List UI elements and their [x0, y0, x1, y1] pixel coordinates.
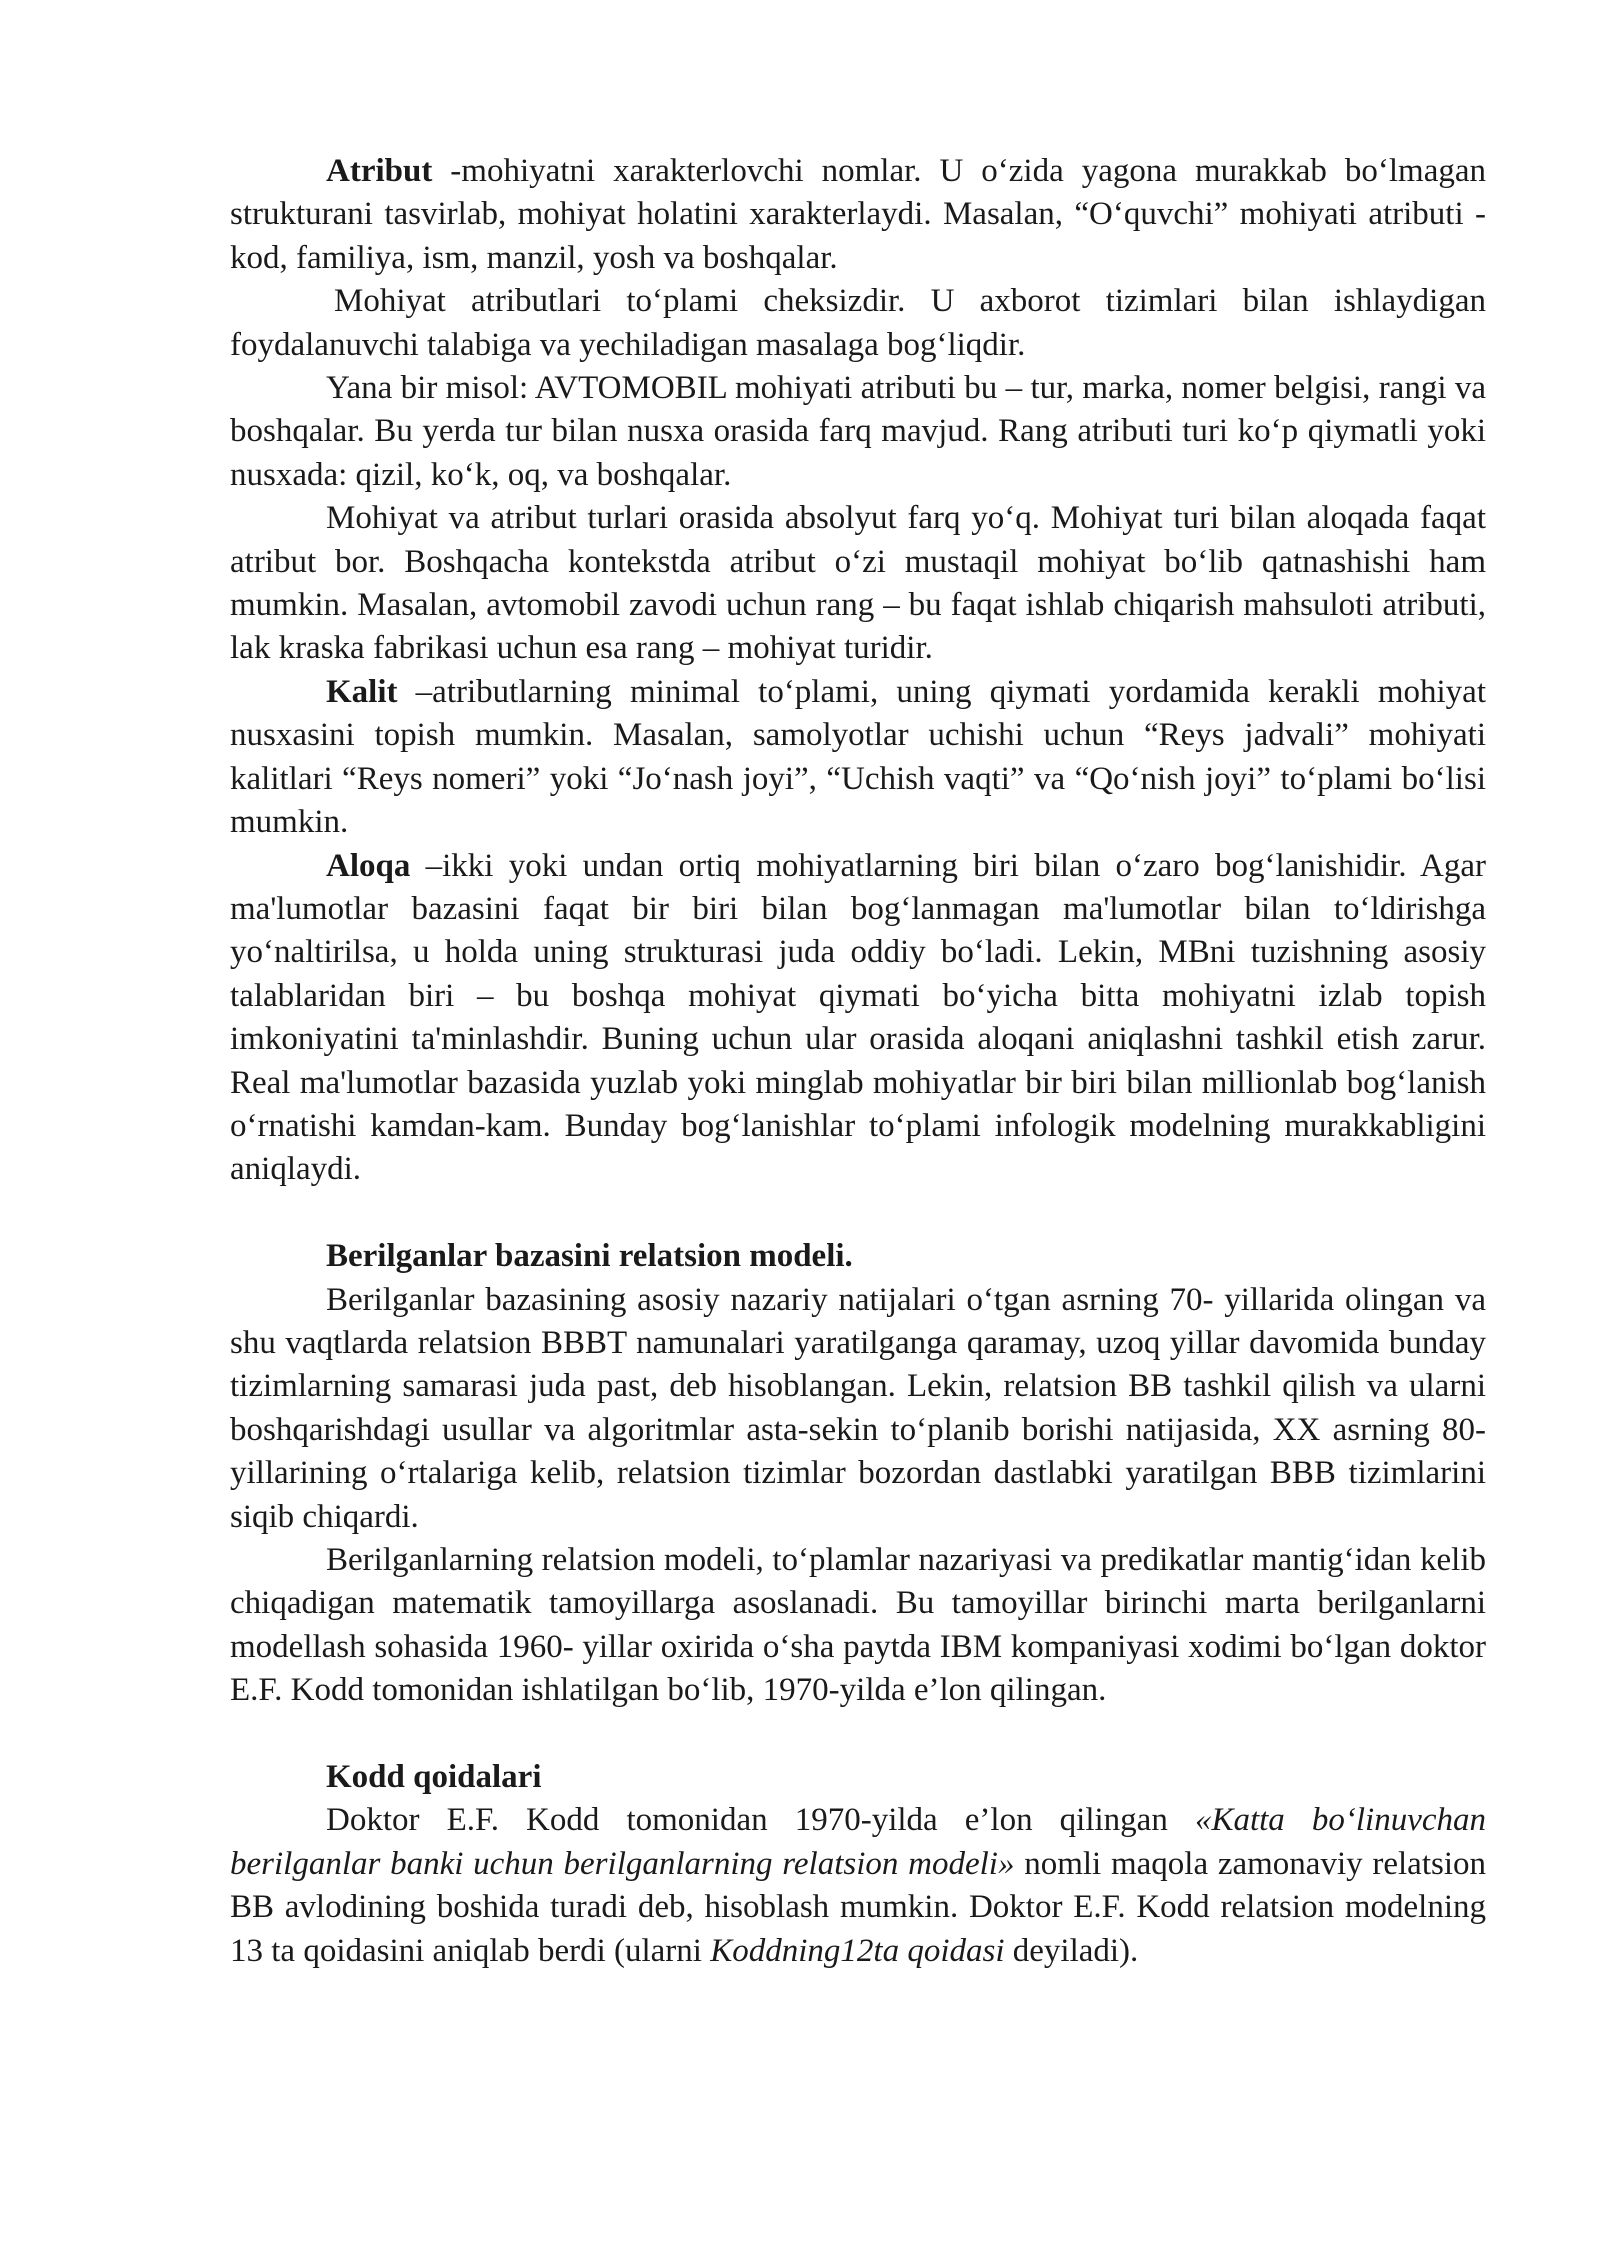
section-spacer — [230, 1713, 1486, 1756]
aloqa-definition-text: –ikki yoki undan ortiq mohiyatlarning biri bilan o‘zaro bog‘lanishidir. Agar ma'lumotlar bazasini faqat bir biri bilan bog‘lanmagan ma'lumotlar bilan to‘ldirishga yo‘naltirilsa, u holda uning strukturasi juda oddiy bo‘ladi. Lekin, MBni tuzishning asosiy talablaridan biri – bu boshqa mohiyat qiymati bo‘yicha bitta mohiyatni izlab topish imkoniyatini ta'minlashdir. Buning uchun ular orasida aloqani aniqlashni tashkil etish zarur. Real ma'lumotlar bazasida yuzlab yoki minglab mohiyatlar bir biri bilan millionlab bog‘lanish o‘rnatishi kamdan-kam. Bunday bog‘lanishlar to‘plami infologik modelning murakkabligini aniqlaydi. — [230, 847, 1486, 1188]
heading-kodd-rules: Kodd qoidalari — [326, 1759, 542, 1795]
heading-relational-model: Berilganlar bazasini relatsion modeli. — [326, 1238, 853, 1275]
atribut-definition-text: -mohiyatni xarakterlovchi nomlar. U o‘zida yagona murakkab bo‘lmagan strukturani tasvirlab, mohiyat holatini xarakterlaydi. Masalan, “O‘quvchi” mohiyati atributi -kod, familiya, ism, manzil, yosh va boshqalar. — [230, 153, 1486, 276]
kalit-definition-text: –atributlarning minimal to‘plami, uning qiymati yordamida kerakli mohiyat nusxasini topish mumkin. Masalan, samolyotlar uchishi uchun “Reys jadvali” mohiyati kalitlari “Reys nomeri” yoki “Jo‘nash joyi”, “Uchish vaqti” va “Qo‘nish joyi” to‘plami bo‘lisi mumkin. — [230, 673, 1486, 841]
section-spacer — [230, 1192, 1486, 1235]
paragraph-atribut-difference: Mohiyat va atribut turlari orasida absolyut farq yo‘q. Mohiyat turi bilan aloqada faqat atribut bor. Boshqacha kontekstda atribut o‘zi mustaqil mohiyat bo‘lib qatnashishi ham mumkin. Masalan, avtomobil zavodi uchun rang – bu faqat ishlab chiqarish mahsuloti atributi, lak kraska fabrikasi uchun esa rang – mohiyat turidir. — [230, 500, 1486, 667]
paragraph-aloqa-definition — [230, 845, 1486, 1192]
document-page — [230, 150, 1486, 1973]
kodd-text-b: nomli maqola zamonaviy relatsion BB avlodining boshida turadi deb, hisoblash mumkin. Doktor E.F. Kodd relatsion modelning 13 ta qoidasini aniqlab berdi (ularni — [230, 1845, 1486, 1969]
term-kalit: Kalit — [326, 673, 398, 710]
kodd-text-c: deyiladi). — [1004, 1932, 1139, 1969]
term-atribut: Atribut — [326, 153, 433, 189]
kodd-rules-name: Koddning12ta qoidasi — [710, 1932, 1005, 1969]
paragraph-kalit-definition — [230, 671, 1486, 845]
paragraph-kodd-rules — [230, 1799, 1486, 1973]
paragraph-relational-basis: Berilganlarning relatsion modeli, to‘plamlar nazariyasi va predikatlar mantig‘idan kelib chiqadigan matematik tamoyillarga asoslanadi. Bu tamoyillar birinchi marta berilganlarni modellash sohasida 1960- yillar oxirida o‘sha paytda IBM kompaniyasi xodimi bo‘lgan doktor E.F. Kodd tomonidan ishlatilgan bo‘lib, 1970-yilda e’lon qilingan. — [230, 1541, 1486, 1709]
paragraph-relational-history: Berilganlar bazasining asosiy nazariy natijalari o‘tgan asrning 70- yillarida olingan va shu vaqtlarda relatsion BBBT namunalari yaratilganga qaramay, uzoq yillar davomida bunday tizimlarning samarasi juda past, deb hisoblangan. Lekin, relatsion BB tashkil qilish va ularni boshqarishdagi usullar va algoritmlar asta-sekin to‘planib borishi natijasida, XX asrning 80- yillarining o‘rtalariga kelib, relatsion tizimlar bozordan dastlabki yaratilgan BBB tizimlarini siqib chiqardi. — [230, 1281, 1486, 1535]
kodd-text-a: Doktor E.F. Kodd tomonidan 1970-yilda e’lon qilingan — [326, 1802, 1195, 1839]
term-aloqa: Aloqa — [326, 847, 411, 884]
paragraph-atribut-example: Yana bir misol: AVTOMOBIL mohiyati atributi bu – tur, marka, nomer belgisi, rangi va boshqalar. Bu yerda tur bilan nusxa orasida farq mavjud. Rang atributi turi ko‘p qiymatli yoki nusxada: qizil, ko‘k, oq, va boshqalar. — [230, 370, 1486, 493]
paragraph-atribut-set: Mohiyat atributlari to‘plami cheksizdir. U axborot tizimlari bilan ishlaydigan foydalanuvchi talabiga va yechiladigan masalaga bog‘liqdir. — [230, 283, 1486, 363]
kodd-article-title: «Katta bo‘linuvchan berilganlar banki uchun berilganlarning relatsion modeli» — [230, 1802, 1486, 1882]
paragraph-atribut-definition — [230, 150, 1486, 280]
